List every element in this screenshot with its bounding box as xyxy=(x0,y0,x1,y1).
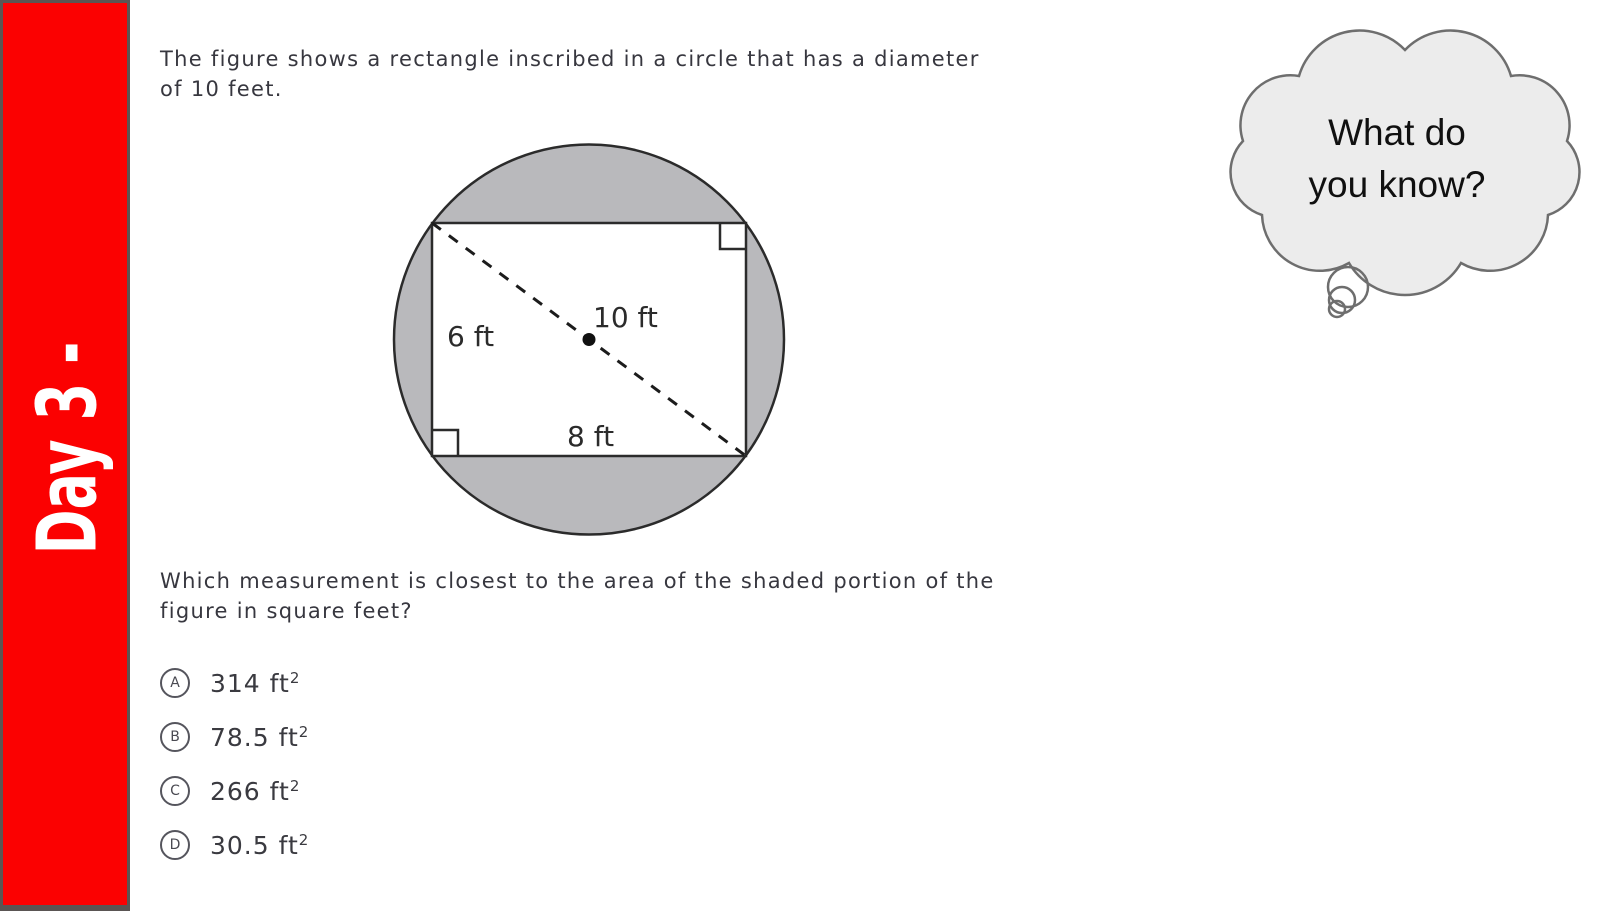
day-label-wrap xyxy=(3,341,133,555)
choice-bubble-b[interactable]: B xyxy=(160,722,190,752)
diagonal-length-label: 10 ft xyxy=(593,301,658,334)
choice-row-c[interactable] xyxy=(160,776,299,806)
choice-bubble-a[interactable]: A xyxy=(160,668,190,698)
center-dot xyxy=(583,333,596,346)
choice-bubble-d[interactable]: D xyxy=(160,830,190,860)
bubble-text-line1: What do xyxy=(1328,112,1466,153)
side-length-label: 6 ft xyxy=(447,320,495,353)
day-banner xyxy=(0,0,130,911)
bubble-text-line2: you know? xyxy=(1308,164,1486,205)
choice-row-b[interactable] xyxy=(160,722,308,752)
thought-bubble xyxy=(1210,25,1610,355)
choice-value-d: 30.5 ft xyxy=(210,830,299,860)
choice-row-d[interactable] xyxy=(160,830,308,860)
choice-value-a: 314 ft xyxy=(210,668,290,698)
problem-intro-line1: The figure shows a rectangle inscribed in a circle that has a diameter xyxy=(160,47,980,71)
choice-value-c: 266 ft xyxy=(210,776,290,806)
choice-exponent-a: 2 xyxy=(289,668,300,687)
cloud-shape xyxy=(1231,31,1580,295)
problem-question-line1: Which measurement is closest to the area of the shaded portion of the xyxy=(160,569,995,593)
choice-label-b xyxy=(210,723,308,752)
choice-label-d xyxy=(210,831,308,860)
choice-label-a xyxy=(210,669,299,698)
problem-question xyxy=(160,566,995,626)
day-label: Day 3 - xyxy=(20,341,116,555)
base-length-label: 8 ft xyxy=(567,420,615,453)
choice-row-a[interactable] xyxy=(160,668,299,698)
choice-exponent-d: 2 xyxy=(298,830,309,849)
choice-value-b: 78.5 ft xyxy=(210,722,299,752)
problem-intro-line2: of 10 feet. xyxy=(160,77,283,101)
choice-label-c xyxy=(210,777,299,806)
choice-bubble-c[interactable]: C xyxy=(160,776,190,806)
choice-exponent-c: 2 xyxy=(289,776,300,795)
problem-intro xyxy=(160,44,980,104)
choice-exponent-b: 2 xyxy=(298,722,309,741)
geometry-figure xyxy=(378,128,802,540)
problem-question-line2: figure in square feet? xyxy=(160,599,413,623)
